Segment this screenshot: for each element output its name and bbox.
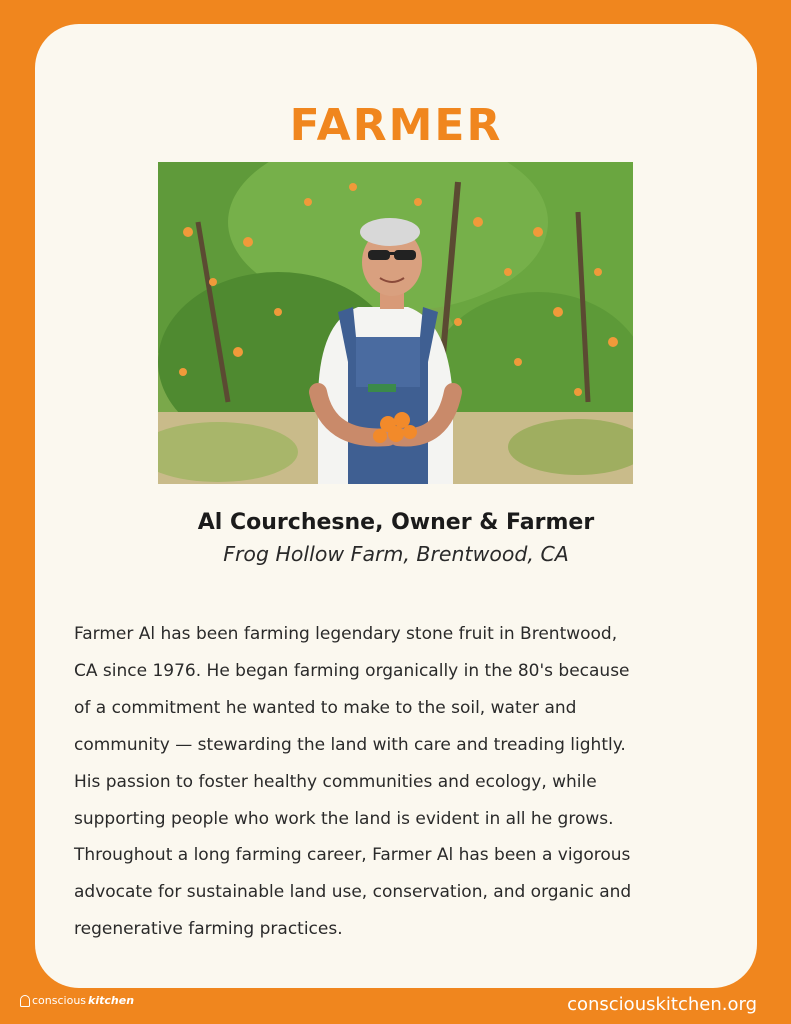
page-title: FARMER xyxy=(289,100,503,151)
bio-line: of a commitment he wanted to make to the soil, water and xyxy=(74,697,577,718)
logo-text-conscious: conscious xyxy=(32,994,87,1007)
website-link[interactable]: consciouskitchen.org xyxy=(567,994,757,1015)
farmer-photo xyxy=(158,162,633,484)
farmer-bio xyxy=(74,616,734,948)
bio-line: His passion to foster healthy communities and ecology, while xyxy=(74,771,597,792)
bio-line: advocate for sustainable land use, conservation, and organic and xyxy=(74,882,632,903)
bio-line: CA since 1976. He began farming organically in the 80's because xyxy=(74,660,630,681)
logo-text-kitchen: kitchen xyxy=(88,994,135,1007)
conscious-kitchen-logo xyxy=(20,994,134,1007)
bio-line: community — stewarding the land with care and treading lightly. xyxy=(74,734,626,755)
farm-location: Frog Hollow Farm, Brentwood, CA xyxy=(223,542,569,566)
chef-hat-icon xyxy=(20,995,30,1007)
profile-card xyxy=(35,24,757,988)
bio-line: regenerative farming practices. xyxy=(74,919,343,940)
bio-line: Farmer Al has been farming legendary stone fruit in Brentwood, xyxy=(74,624,618,644)
bio-line: supporting people who work the land is evident in all he grows. xyxy=(74,808,614,829)
bio-line: Throughout a long farming career, Farmer Al has been a vigorous xyxy=(74,845,631,866)
farmer-name: Al Courchesne, Owner & Farmer xyxy=(197,510,595,535)
